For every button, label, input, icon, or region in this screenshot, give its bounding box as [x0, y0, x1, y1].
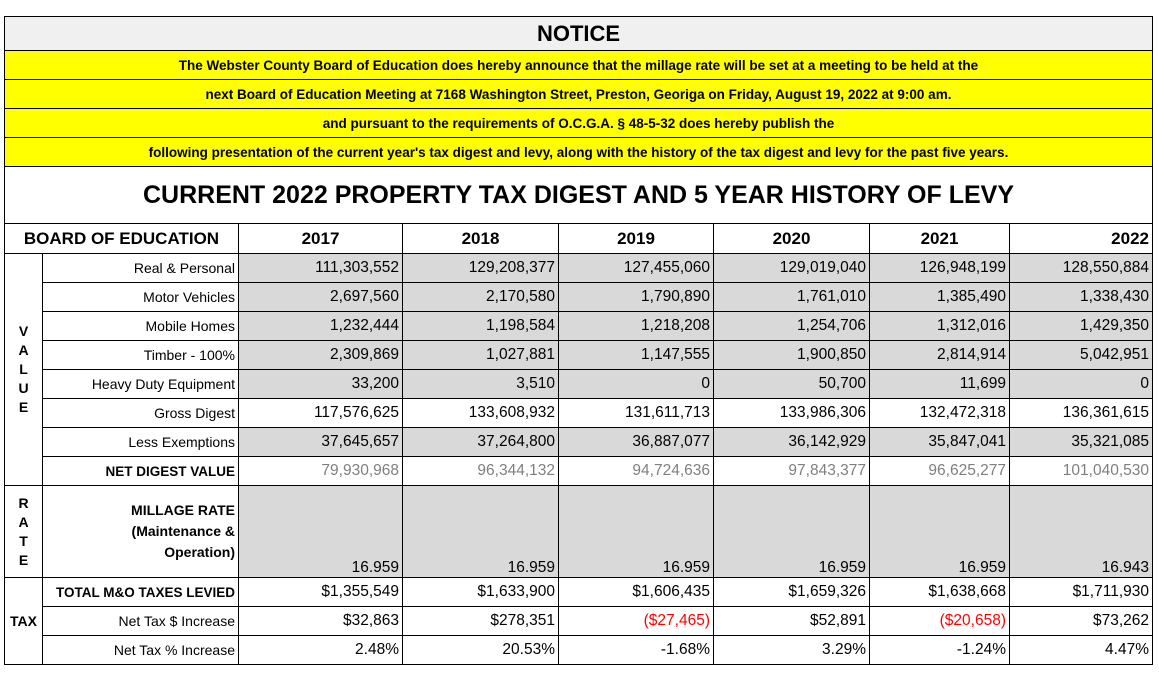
cell-millage-2022: 16.943	[1010, 486, 1153, 578]
cell-mobile-homes-2020: 1,254,706	[714, 312, 870, 341]
cell-mobile-homes-2017: 1,232,444	[239, 312, 403, 341]
row-label-net-digest-value: NET DIGEST VALUE	[43, 457, 239, 486]
cell-less-exemptions-2022: 35,321,085	[1010, 428, 1153, 457]
notice-title: NOTICE	[5, 17, 1153, 51]
cell-net-digest-2022: 101,040,530	[1010, 457, 1153, 486]
cell-total-taxes-2020: $1,659,326	[714, 578, 870, 607]
row-label-gross-digest: Gross Digest	[43, 399, 239, 428]
cell-timber-2020: 1,900,850	[714, 341, 870, 370]
cell-less-exemptions-2019: 36,887,077	[559, 428, 714, 457]
cell-heavy-equipment-2020: 50,700	[714, 370, 870, 399]
cell-net-tax-dollar-2017: $32,863	[239, 607, 403, 636]
year-header-2021: 2021	[870, 224, 1010, 254]
cell-motor-vehicles-2017: 2,697,560	[239, 283, 403, 312]
cell-motor-vehicles-2019: 1,790,890	[559, 283, 714, 312]
cell-motor-vehicles-2018: 2,170,580	[403, 283, 559, 312]
cell-less-exemptions-2020: 36,142,929	[714, 428, 870, 457]
cell-net-digest-2017: 79,930,968	[239, 457, 403, 486]
notice-line-1: The Webster County Board of Education does hereby announce that the millage rate will be set at a meeting to be held at the	[5, 51, 1153, 80]
cell-heavy-equipment-2019: 0	[559, 370, 714, 399]
cell-less-exemptions-2017: 37,645,657	[239, 428, 403, 457]
cell-net-tax-dollar-2021: ($20,658)	[870, 607, 1010, 636]
cell-net-tax-dollar-2018: $278,351	[403, 607, 559, 636]
cell-less-exemptions-2018: 37,264,800	[403, 428, 559, 457]
cell-net-tax-percent-2020: 3.29%	[714, 636, 870, 665]
cell-net-digest-2019: 94,724,636	[559, 457, 714, 486]
row-label-timber: Timber - 100%	[43, 341, 239, 370]
cell-gross-digest-2021: 132,472,318	[870, 399, 1010, 428]
row-label-motor-vehicles: Motor Vehicles	[43, 283, 239, 312]
cell-motor-vehicles-2020: 1,761,010	[714, 283, 870, 312]
value-side-label: V A L U E	[5, 254, 43, 486]
millage-rate-label	[43, 486, 239, 578]
cell-timber-2022: 5,042,951	[1010, 341, 1153, 370]
cell-mobile-homes-2018: 1,198,584	[403, 312, 559, 341]
cell-net-tax-dollar-2020: $52,891	[714, 607, 870, 636]
year-header-2019: 2019	[559, 224, 714, 254]
cell-heavy-equipment-2022: 0	[1010, 370, 1153, 399]
year-header-2022: 2022	[1010, 224, 1153, 254]
cell-real-personal-2022: 128,550,884	[1010, 254, 1153, 283]
cell-total-taxes-2017: $1,355,549	[239, 578, 403, 607]
cell-total-taxes-2022: $1,711,930	[1010, 578, 1153, 607]
notice-line-3: and pursuant to the requirements of O.C.G.A. § 48-5-32 does hereby publish the	[5, 109, 1153, 138]
cell-net-tax-dollar-2022: $73,262	[1010, 607, 1153, 636]
millage-label-line3: Operation)	[164, 544, 235, 560]
cell-heavy-equipment-2018: 3,510	[403, 370, 559, 399]
cell-real-personal-2017: 111,303,552	[239, 254, 403, 283]
cell-real-personal-2020: 129,019,040	[714, 254, 870, 283]
cell-timber-2021: 2,814,914	[870, 341, 1010, 370]
cell-net-tax-percent-2017: 2.48%	[239, 636, 403, 665]
cell-total-taxes-2021: $1,638,668	[870, 578, 1010, 607]
cell-net-digest-2020: 97,843,377	[714, 457, 870, 486]
millage-label-line1: MILLAGE RATE	[131, 502, 235, 518]
notice-line-4: following presentation of the current year's tax digest and levy, along with the history of the tax digest and levy for the past five years.	[5, 138, 1153, 167]
cell-timber-2017: 2,309,869	[239, 341, 403, 370]
row-label-total-mo-taxes: TOTAL M&O TAXES LEVIED	[43, 578, 239, 607]
cell-gross-digest-2022: 136,361,615	[1010, 399, 1153, 428]
cell-net-tax-percent-2021: -1.24%	[870, 636, 1010, 665]
year-header-2017: 2017	[239, 224, 403, 254]
cell-heavy-equipment-2021: 11,699	[870, 370, 1010, 399]
cell-net-tax-dollar-2019: ($27,465)	[559, 607, 714, 636]
row-label-net-tax-percent-increase: Net Tax % Increase	[43, 636, 239, 665]
cell-less-exemptions-2021: 35,847,041	[870, 428, 1010, 457]
cell-total-taxes-2019: $1,606,435	[559, 578, 714, 607]
row-label-real-personal: Real & Personal	[43, 254, 239, 283]
tax-digest-notice-table	[4, 16, 1153, 665]
cell-net-tax-percent-2022: 4.47%	[1010, 636, 1153, 665]
cell-gross-digest-2017: 117,576,625	[239, 399, 403, 428]
cell-millage-2020: 16.959	[714, 486, 870, 578]
cell-millage-2018: 16.959	[403, 486, 559, 578]
cell-net-digest-2021: 96,625,277	[870, 457, 1010, 486]
row-label-mobile-homes: Mobile Homes	[43, 312, 239, 341]
cell-motor-vehicles-2022: 1,338,430	[1010, 283, 1153, 312]
cell-gross-digest-2020: 133,986,306	[714, 399, 870, 428]
cell-gross-digest-2018: 133,608,932	[403, 399, 559, 428]
cell-millage-2021: 16.959	[870, 486, 1010, 578]
cell-mobile-homes-2019: 1,218,208	[559, 312, 714, 341]
millage-label-line2: (Maintenance &	[131, 523, 235, 539]
digest-heading: CURRENT 2022 PROPERTY TAX DIGEST AND 5 YEAR HISTORY OF LEVY	[5, 167, 1153, 224]
cell-net-digest-2018: 96,344,132	[403, 457, 559, 486]
board-of-education-header: BOARD OF EDUCATION	[5, 224, 239, 254]
cell-timber-2018: 1,027,881	[403, 341, 559, 370]
cell-net-tax-percent-2019: -1.68%	[559, 636, 714, 665]
cell-heavy-equipment-2017: 33,200	[239, 370, 403, 399]
cell-millage-2019: 16.959	[559, 486, 714, 578]
cell-mobile-homes-2021: 1,312,016	[870, 312, 1010, 341]
cell-total-taxes-2018: $1,633,900	[403, 578, 559, 607]
cell-millage-2017: 16.959	[239, 486, 403, 578]
year-header-2020: 2020	[714, 224, 870, 254]
row-label-less-exemptions: Less Exemptions	[43, 428, 239, 457]
tax-side-label: TAX	[5, 578, 43, 665]
row-label-net-tax-dollar-increase: Net Tax $ Increase	[43, 607, 239, 636]
cell-net-tax-percent-2018: 20.53%	[403, 636, 559, 665]
cell-timber-2019: 1,147,555	[559, 341, 714, 370]
year-header-2018: 2018	[403, 224, 559, 254]
rate-side-label: R A T E	[5, 486, 43, 578]
row-label-heavy-duty-equipment: Heavy Duty Equipment	[43, 370, 239, 399]
cell-gross-digest-2019: 131,611,713	[559, 399, 714, 428]
cell-real-personal-2021: 126,948,199	[870, 254, 1010, 283]
cell-real-personal-2018: 129,208,377	[403, 254, 559, 283]
notice-line-2: next Board of Education Meeting at 7168 Washington Street, Preston, Georiga on Friday, August 19, 2022 at 9:00 am.	[5, 80, 1153, 109]
cell-real-personal-2019: 127,455,060	[559, 254, 714, 283]
cell-motor-vehicles-2021: 1,385,490	[870, 283, 1010, 312]
cell-mobile-homes-2022: 1,429,350	[1010, 312, 1153, 341]
